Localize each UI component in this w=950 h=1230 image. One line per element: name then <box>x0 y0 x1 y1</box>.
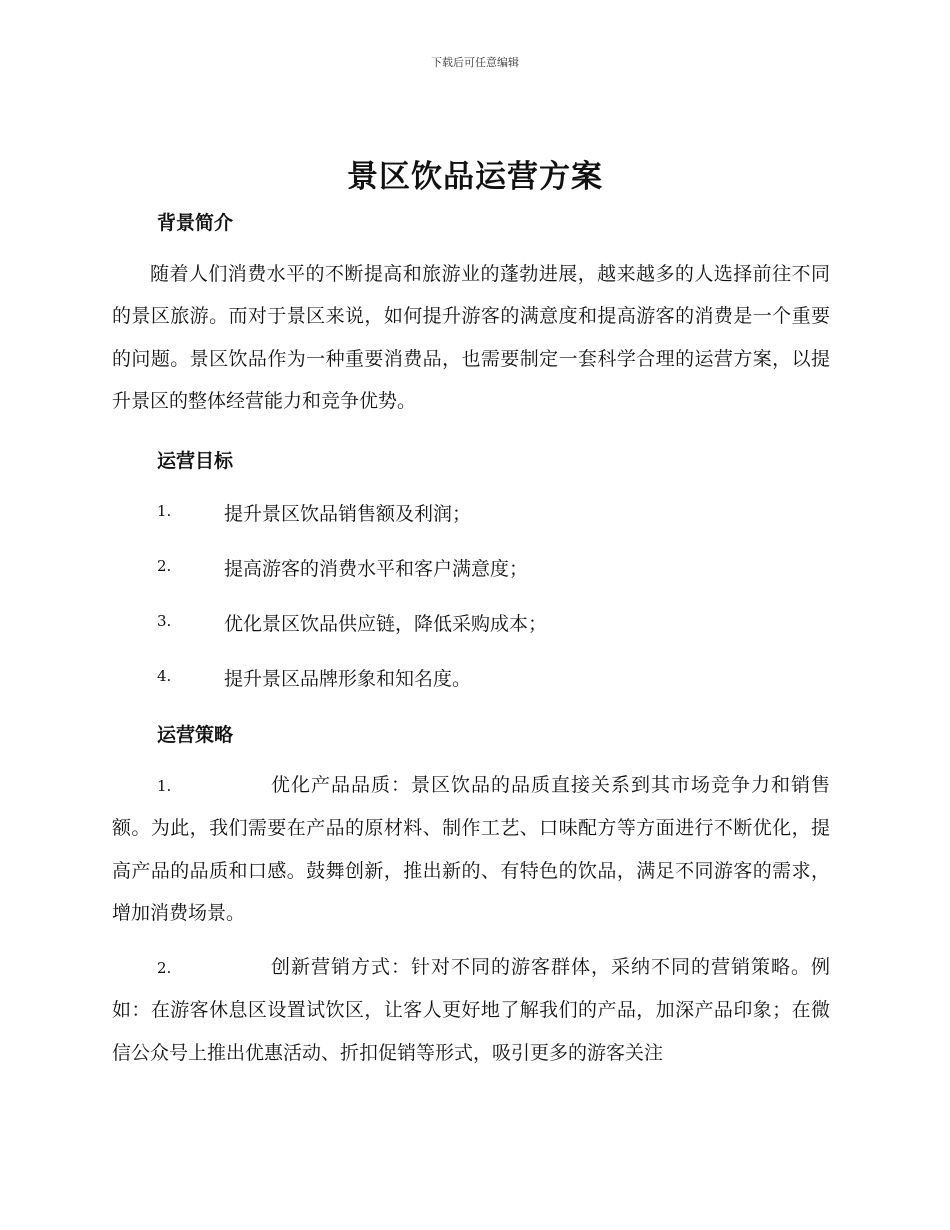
list-text: 提升景区品牌形象和知名度。 <box>224 668 472 690</box>
list-text: 创新营销方式：针对不同的游客群体，采纳不同的营销策略。例如：在游客休息区设置试饮区，让客人更好地了解我们的产品，加深产品印象；在微信公众号上推出优惠活动、折扣促销等形式，吸引更多的游客关注 <box>112 956 830 1064</box>
document-title: 景区饮品运营方案 <box>347 159 603 195</box>
section-heading-background: 背景简介 <box>157 212 234 234</box>
list-number: 1. <box>157 777 172 795</box>
list-number: 3. <box>157 612 172 630</box>
list-text: 优化产品品质：景区饮品的品质直接关系到其市场竞争力和销售额。为此，我们需要在产品的原材料、制作工艺、口味配方等方面进行不断优化，提高产品的品质和口感。鼓舞创新，推出新的、有特色的饮品，满足不同游客的需求，增加消费场景。 <box>112 774 830 924</box>
list-number: 1. <box>157 502 172 520</box>
strategy-list-item <box>112 946 830 1074</box>
background-paragraph: 随着人们消费水平的不断提高和旅游业的蓬勃进展，越来越多的人选择前往不同的景区旅游。而对于景区来说，如何提升游客的满意度和提高游客的消费是一个重要的问题。景区饮品作为一种重要消费品，也需要制定一套科学合理的运营方案，以提升景区的整体经营能力和竞争优势。 <box>112 263 830 412</box>
strategy-list-item <box>112 764 830 934</box>
list-text: 提高游客的消费水平和客户满意度； <box>224 558 529 580</box>
list-text: 优化景区饮品供应链，降低采购成本； <box>224 613 548 635</box>
list-number: 2. <box>157 557 172 575</box>
list-number: 2. <box>157 959 172 977</box>
list-text: 提升景区饮品销售额及利润； <box>224 503 472 525</box>
section-heading-strategy: 运营策略 <box>157 724 234 746</box>
header-note: 下载后可任意编辑 <box>431 56 519 69</box>
section-heading-goals: 运营目标 <box>157 450 234 472</box>
list-number: 4. <box>157 667 172 685</box>
